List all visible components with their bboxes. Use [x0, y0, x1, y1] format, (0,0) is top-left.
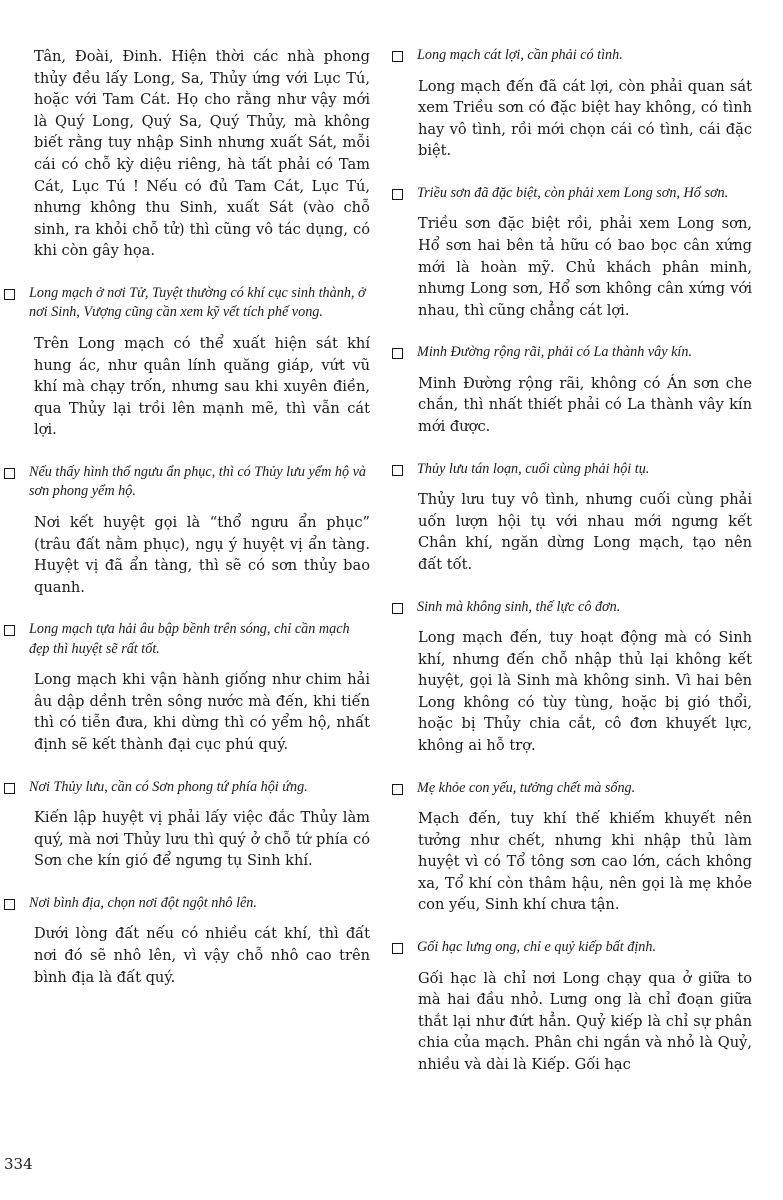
section-heading [4, 620, 370, 659]
section-heading [392, 460, 752, 480]
left-section-5 [29, 894, 370, 988]
section-heading-text: Sinh mà không sinh, thế lực cô đơn. [417, 598, 621, 615]
checkbox-square-icon [392, 189, 403, 200]
section-body: Triều sơn đặc biệt rồi, phải xem Long sơn, Hổ sơn hai bên tả hữu có bao bọc cân xứng mới là hoàn mỹ. Chủ khách phân minh, nhưng Long sơn, Hổ sơn không cân xứng với nhau, thì cũng chẳng cát lợi. [418, 215, 752, 319]
checkbox-square-icon [392, 784, 403, 795]
section-heading-text: Minh Đường rộng rãi, phải có La thành vây kín. [417, 344, 693, 361]
section-heading [392, 184, 752, 204]
right-section-2 [392, 184, 752, 321]
checkbox-square-icon [392, 943, 403, 954]
left-section-1 [29, 284, 370, 441]
section-heading [392, 46, 752, 66]
section-body: Kiến lập huyệt vị phải lấy việc đắc Thủy làm quý, mà nơi Thủy lưu thì quý ở chỗ tứ phía có Sơn che kín gió để ngưng tụ Sinh khí. [34, 809, 370, 870]
section-heading-text: Long mạch cát lợi, cần phải có tình. [417, 47, 623, 63]
left-section-4 [29, 778, 370, 872]
right-section-3 [392, 343, 752, 437]
checkbox-square-icon [4, 899, 15, 910]
section-heading [4, 284, 370, 323]
section-body: Long mạch khi vận hành giống như chim hải âu dập dềnh trên sông nước mà đến, khi tiến thì có tiễn đưa, khi dừng thì có yểm hộ, nhất định sẽ kết thành đại cục phú quý. [34, 671, 370, 754]
section-heading [392, 343, 752, 363]
right-section-4 [392, 460, 752, 576]
checkbox-square-icon [392, 465, 403, 476]
section-heading-text: Thủy lưu tán loạn, cuối cùng phải hội tụ. [417, 460, 650, 477]
right-section-1 [392, 46, 752, 162]
section-heading [4, 463, 370, 502]
checkbox-square-icon [4, 783, 15, 794]
section-heading-text: Triều sơn đã đặc biệt, còn phải xem Long sơn, Hổ sơn. [417, 184, 729, 201]
section-body: Thủy lưu tuy vô tình, nhưng cuối cùng phải uốn lượn hội tụ với nhau mới ngưng kết Chân khí, ngăn dừng Long mạch, tạo nên đất tốt. [418, 491, 752, 573]
checkbox-square-icon [392, 603, 403, 614]
page-number: 334 [4, 1155, 33, 1173]
section-body: Long mạch đến, tuy hoạt động mà có Sinh khí, nhưng đến chỗ nhập thủ lại không kết huyệt, gọi là Sinh mà không sinh. Vì hai bên Long không có tùy tùng, hoặc bị gió thổi, hoặc bị Thủy chia cắt, cô đơn khuyết lực, không ai hỗ trợ. [418, 629, 752, 754]
section-body: Gối hạc là chỉ nơi Long chạy qua ở giữa to mà hai đầu nhỏ. Lưng ong là chỉ đoạn giữa thắt lại như đứt hẳn. Quỷ kiếp là chỉ sự phân chia của mạch. Phân chi ngắn và nhỏ là Quỷ, nhiều và dài là Kiếp. Gối hạc [418, 969, 752, 1073]
left-section-3 [29, 620, 370, 755]
section-body: Mạch đến, tuy khí thế khiếm khuyết nên tưởng như chết, nhưng khi nhập thủ làm huyệt vì có Tổ tông sơn cao lớn, cách không xa, Tổ khí còn thâm hậu, nên gọi là mẹ khỏe con yếu, Sinh khí chưa tận. [418, 810, 752, 914]
section-body: Minh Đường rộng rãi, không có Án sơn che chắn, thì nhất thiết phải có La thành vây kín mới được. [418, 374, 752, 436]
section-heading-text: Nếu thấy hình thổ ngưu ẩn phục, thì có Thủy lưu yểm hộ và sơn phong yểm hộ. [29, 463, 367, 500]
section-heading [392, 779, 752, 799]
section-heading [392, 598, 752, 618]
section-heading [4, 894, 370, 914]
section-body: Trên Long mạch có thể xuất hiện sát khí hung ác, như quân lính quăng giáp, vứt vũ khí mà chạy trốn, nhưng sau khi xuyên điền, qua Thủy lại trồi lên mạnh mẽ, thì vẫn cát lợi. [34, 334, 370, 439]
section-heading-text: Gối hạc lưng ong, chỉ e quỷ kiếp bất định. [417, 939, 657, 956]
section-heading-text: Nơi bình địa, chọn nơi đột ngột nhô lên. [29, 894, 257, 911]
section-heading-text: Long mạch ở nơi Tử, Tuyệt thường có khí cục sinh thành, ở nơi Sinh, Vượng cũng cần xem kỹ vết tích phế vong. [29, 284, 366, 321]
right-column [392, 46, 752, 1076]
right-section-6 [392, 779, 752, 916]
section-heading-text: Long mạch tựa hải âu bập bềnh trên sóng, chỉ cần mạch đẹp thì huyệt sẽ rất tốt. [29, 621, 350, 657]
checkbox-square-icon [4, 289, 15, 300]
section-heading [392, 938, 752, 958]
left-section-2 [29, 463, 370, 598]
left-column [29, 46, 370, 988]
section-body: Nơi kết huyệt gọi là “thổ ngưu ẩn phục” (trâu đất nằm phục), ngụ ý huyệt vị ẩn tàng. Huyệt vị đã ẩn tàng, thì sẽ có sơn thủy bao quanh. [34, 513, 370, 596]
right-section-7 [392, 938, 752, 1075]
intro-paragraph: Tân, Đoài, Đinh. Hiện thời các nhà phong thủy đều lấy Long, Sa, Thủy ứng với Lục Tú, hoặc với Tam Cát. Họ cho rằng như vậy mới là Quý Long, Quý Sa, Quý Thủy, mà không biết rằng tuy nhập Sinh nhưng xuất Sát, mỗi cái có chỗ kỳ diệu riêng, hà tất phải có Tam Cát, Lục Tú ! Nếu có đủ Tam Cát, Lục Tú, nhưng không thu Sinh, xuất Sát (vào chỗ sinh, ra khỏi chỗ tử) thì cũng vô tác dụng, có khi còn gây họa. [34, 48, 370, 260]
right-section-5 [392, 598, 752, 757]
section-heading [4, 778, 370, 798]
checkbox-square-icon [392, 51, 403, 62]
checkbox-square-icon [4, 468, 15, 479]
section-body: Dưới lòng đất nếu có nhiều cát khí, thì đất nơi đó sẽ nhô lên, vì vậy chỗ nhô cao trên bình địa là đất quý. [34, 925, 370, 986]
checkbox-square-icon [392, 348, 403, 359]
section-heading-text: Mẹ khỏe con yếu, tưởng chết mà sống. [417, 779, 636, 796]
section-heading-text: Nơi Thủy lưu, cần có Sơn phong tứ phía hội ứng. [29, 778, 308, 795]
checkbox-square-icon [4, 625, 15, 636]
section-body: Long mạch đến đã cát lợi, còn phải quan sát xem Triều sơn có đặc biệt hay không, có tình hay vô tình, rồi mới chọn cái có tình, cái đặc biệt. [418, 77, 752, 160]
